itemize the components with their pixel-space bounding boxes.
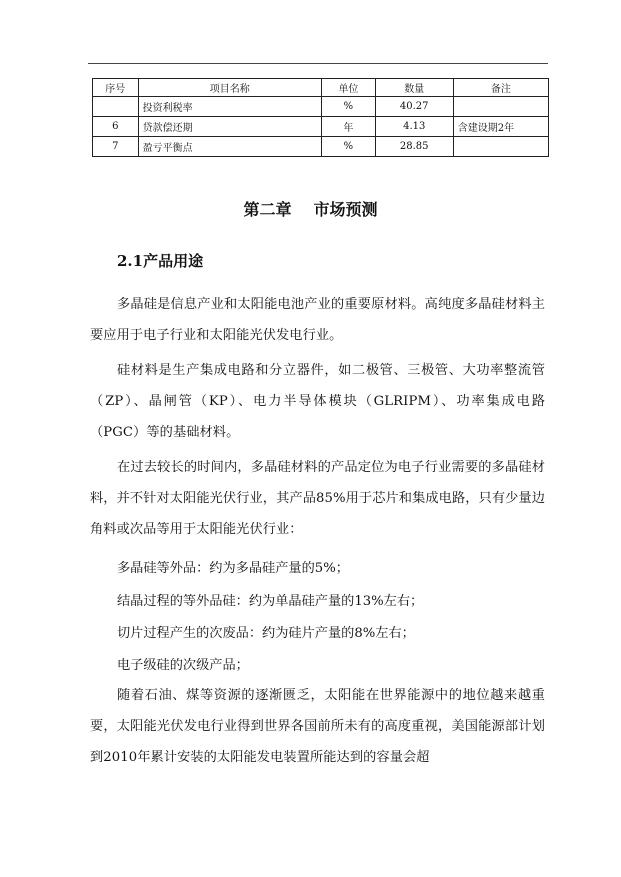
table-row [93,137,549,157]
header-rule [88,63,548,64]
chapter-heading [0,197,621,220]
cell-item-name: 贷款偿还期 [138,117,321,137]
cell-quantity: 40.27 [375,97,453,117]
list-item: 多晶硅等外品：约为多晶硅产量的5%； [117,561,349,576]
cell-seq: 6 [93,117,139,137]
header-remark: 备注 [453,79,548,97]
section-heading: 2.1产品用途 [117,252,204,270]
header-quantity: 数量 [375,79,453,97]
cell-item-name: 盈亏平衡点 [138,137,321,157]
cell-unit: % [322,137,376,157]
table-row [93,117,549,137]
cell-remark: 含建设期2年 [453,117,548,137]
list-item: 结晶过程的等外品硅：约为单晶硅产量的13%左右； [117,594,424,609]
chapter-number: 第二章 [243,200,292,219]
table-header-row [93,79,549,97]
paragraph-energy-outlook: 随着石油、煤等资源的逐渐匮乏，太阳能在世界能源中的地位越来越重要，太阳能光伏发电行业得到世界各国前所未有的高度重视，美国能源部计划到2010年累计安装的太阳能发电装置所能达到的容量会超 [90,688,545,765]
header-unit: 单位 [322,79,376,97]
cell-quantity: 28.85 [375,137,453,157]
cell-remark [453,137,548,157]
chapter-title: 市场预测 [313,200,378,219]
list-item: 电子级硅的次级产品； [117,658,249,673]
paragraph-silicon-materials: 硅材料是生产集成电路和分立器件，如二极管、三极管、大功率整流管（ZP）、晶闸管（KP）、电力半导体模块（GLRIPM）、功率集成电路（PGC）等的基础材料。 [90,363,545,440]
cell-unit: % [322,97,376,117]
cell-item-name: 投资利税率 [138,97,321,117]
header-seq: 序号 [93,79,139,97]
header-item-name: 项目名称 [138,79,321,97]
project-table [92,78,549,157]
paragraph-history: 在过去较长的时间内，多晶硅材料的产品定位为电子行业需要的多晶硅材料，并不针对太阳能光伏行业，其产品85%用于芯片和集成电路，只有少量边角料或次品等用于太阳能光伏行业： [90,460,545,537]
cell-seq [93,97,139,117]
list-item: 切片过程产生的次废品：约为硅片产量的8%左右； [117,626,415,641]
table-row [93,97,549,117]
paragraph-intro: 多晶硅是信息产业和太阳能电池产业的重要原材料。高纯度多晶硅材料主要应用于电子行业和太阳能光伏发电行业。 [90,297,545,343]
cell-quantity: 4.13 [375,117,453,137]
cell-seq: 7 [93,137,139,157]
cell-remark [453,97,548,117]
cell-unit: 年 [322,117,376,137]
